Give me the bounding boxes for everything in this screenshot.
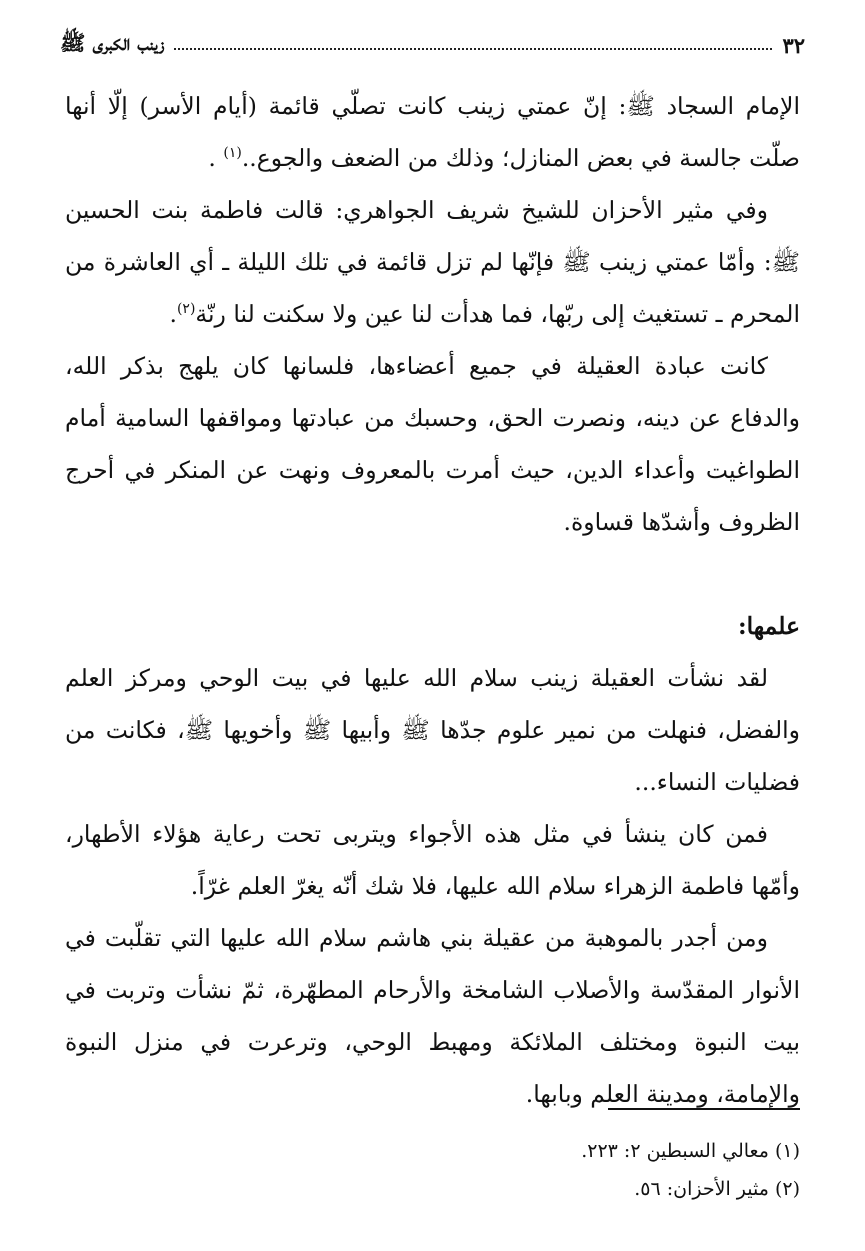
paragraph: ومن أجدر بالموهبة من عقيلة بني هاشم سلام الله عليها التي تقلّبت في الأنوار المقدّسة والأصلاب الشامخة والأرحام المطهّرة، ثمّ نشأت وتربت في بيت النبوة ومختلف الملائكة ومهبط الوحي، وترعرت في منزل النبوة والإمامة، ومدينة العلم وبابها. xyxy=(65,924,800,1108)
footnotes xyxy=(65,1132,800,1208)
running-title: زينب الكبرى ﷺ xyxy=(60,29,165,55)
footnote: (١) معالي السبطين ٢: ٢٢٣. xyxy=(581,1140,800,1162)
header-dotted-leader xyxy=(174,48,772,50)
paragraph: لقد نشأت العقيلة زينب سلام الله عليها في بيت الوحي ومركز العلم والفضل، فنهلت من نمير علوم جدّها ﷺ وأبيها ﷺ وأخويها ﷺ، فكانت من فضليات النساء... xyxy=(65,664,800,796)
footnote: (٢) مثير الأحزان: ٥٦. xyxy=(634,1178,800,1200)
paragraph: فمن كان ينشأ في مثل هذه الأجواء ويتربى تحت رعاية هؤلاء الأطهار، وأمّها فاطمة الزهراء سلام الله عليها، فلا شك أنّه يغرّ العلم غرّاً. xyxy=(65,820,800,900)
page-number: ٣٢ xyxy=(782,32,805,58)
footnote-marker: (٢) xyxy=(176,301,196,318)
footnote-separator xyxy=(608,1108,800,1110)
main-text xyxy=(65,80,800,1120)
paragraph: وفي مثير الأحزان للشيخ شريف الجواهري: قالت فاطمة بنت الحسين ﷺ: وأمّا عمتي زينب ﷺ فإنّها لم تزل قائمة في تلك الليلة ـ أي العاشرة من المحرم ـ تستغيث إلى ربّها، فما هدأت لنا عين ولا سكنت لنا رنّة$^{(٢)}$. xyxy=(65,196,800,328)
page-header xyxy=(60,30,805,60)
paragraph: كانت عبادة العقيلة في جميع أعضاءها، فلسانها كان يلهج بذكر الله، والدفاع عن دينه، ونصرت الحق، وحسبك من عبادتها ومواقفها السامية أمام الطواغيت وأعداء الدين، حيث أمرت بالمعروف ونهت عن المنكر في أحرج الظروف وأشدّها قساوة. xyxy=(65,352,800,536)
footnote-marker: (١) xyxy=(223,145,242,162)
paragraph: الإمام السجاد ﷺ: إنّ عمتي زينب كانت تصلّي قائمة (أيام الأسر) إلّا أنها صلّت جالسة في بعض المنازل؛ وذلك من الضعف والجوع..$^{(١)}$ . xyxy=(65,92,800,172)
section-heading: علمها: xyxy=(737,612,800,640)
